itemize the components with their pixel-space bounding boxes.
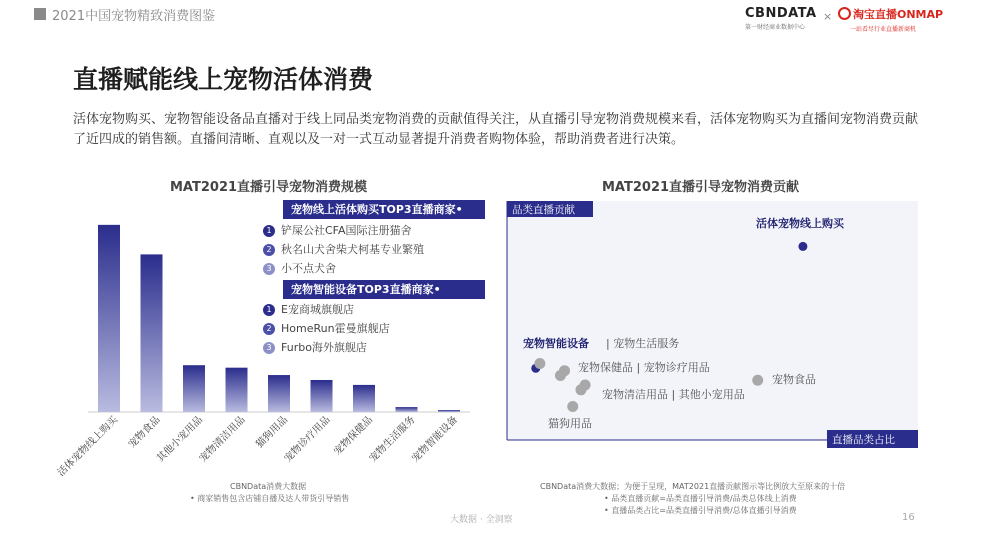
merchant-name: 秋名山犬舍柴犬柯基专业繁殖 (281, 243, 424, 256)
right-chart-title: MAT2021直播引导宠物消费贡献 (602, 180, 800, 195)
source-note: • 商家销售包含店铺自播及达人带货引导销售 (190, 494, 350, 503)
point-label: 猫狗用品 (548, 417, 592, 430)
source-note: • 直播品类占比=品类直播引导消费/总体直播引导消费 (604, 506, 797, 515)
merchant-name: Furbo海外旗舰店 (281, 341, 367, 354)
category-tick-label: 宠物诊疗用品 (282, 414, 333, 465)
footer-text: 大数据 · 全洞察 (450, 515, 513, 525)
scatter-point (559, 365, 570, 376)
scatter-point (580, 380, 591, 391)
left-chart-source (190, 481, 349, 505)
scatter-point (752, 375, 763, 386)
source-line: CBNData消费大数据 (230, 482, 307, 491)
page-description: 活体宠物购买、宠物智能设备品直播对于线上同品类宠物消费的贡献值得关注，从直播引导宠物消费规模来看，活体宠物购买为直播间宠物消费贡献了近四成的销售额。直播间清晰、直观以及一对一式互动显著提升消费者购物体验，帮助消费者进行决策。 (73, 112, 919, 147)
report-title: 2021中国宠物精致消费图鉴 (52, 9, 216, 24)
category-tick-label: 猫狗用品 (254, 414, 291, 451)
cbndata-logo-text: CBNDATA (745, 6, 817, 21)
scatter-point (534, 358, 545, 369)
source-note: • 品类直播贡献=品类直播引导消费/品类总体线上消费 (604, 494, 797, 503)
x-axis-label: 直播品类占比 (832, 434, 895, 446)
rank-badge: 1 (263, 304, 275, 316)
rank-badge: 2 (263, 323, 275, 335)
point-label: 宠物保健品 | 宠物诊疗用品 (578, 361, 710, 374)
point-label: | 宠物生活服务 (606, 337, 680, 350)
merchant-name: E宠商城旗舰店 (281, 303, 354, 316)
point-label: 宠物食品 (772, 373, 816, 386)
rank-badge: 2 (263, 244, 275, 256)
point-label: 宠物智能设备 (523, 337, 589, 350)
category-tick-label: 宠物智能设备 (409, 414, 461, 465)
merchant-name: HomeRun霍曼旗舰店 (281, 322, 390, 335)
category-tick-label: 其他小宠用品 (154, 414, 206, 465)
rank-badge: 3 (263, 342, 275, 354)
point-label: 宠物清洁用品 | 其他小宠用品 (602, 388, 745, 401)
page-number: 16 (902, 512, 915, 523)
live-animal-top3-heading: 宠物线上活体购买TOP3直播商家• (283, 200, 485, 219)
category-tick-label: 宠物保健品 (331, 414, 376, 458)
taobao-live-logo-subtext: 一站看尽行业直播新商机 (850, 26, 917, 33)
cbndata-logo-subtext: 第一财经商业数据中心 (745, 24, 806, 31)
page-title: 直播赋能线上宠物活体消费 (73, 65, 374, 94)
scatter-point (567, 401, 578, 412)
category-tick-label: 活体宠物线上购买 (55, 414, 121, 479)
logo-separator: × (823, 10, 833, 23)
y-axis-label: 品类直播贡献 (512, 204, 575, 216)
smart-device-top3-heading: 宠物智能设备TOP3直播商家• (283, 280, 485, 299)
merchant-name: 铲屎公社CFA国际注册猫舍 (281, 224, 412, 237)
merchant-name: 小不点犬舍 (281, 262, 336, 275)
scatter-point (798, 242, 807, 251)
point-label: 活体宠物线上购买 (756, 217, 844, 230)
rank-badge: 1 (263, 225, 275, 237)
taobao-live-logo-text: 淘宝直播ONMAP (853, 8, 944, 21)
left-chart-title: MAT2021直播引导宠物消费规模 (170, 180, 368, 195)
category-tick-label: 宠物食品 (126, 414, 163, 451)
right-chart-source (540, 481, 845, 517)
category-tick-label: 宠物生活服务 (367, 414, 418, 465)
rank-badge: 3 (263, 263, 275, 275)
source-line: CBNData消费大数据；为便于呈现，MAT2021直播贡献图示等比例放大至原来的十倍 (540, 482, 846, 491)
category-tick-label: 宠物清洁用品 (197, 414, 248, 465)
